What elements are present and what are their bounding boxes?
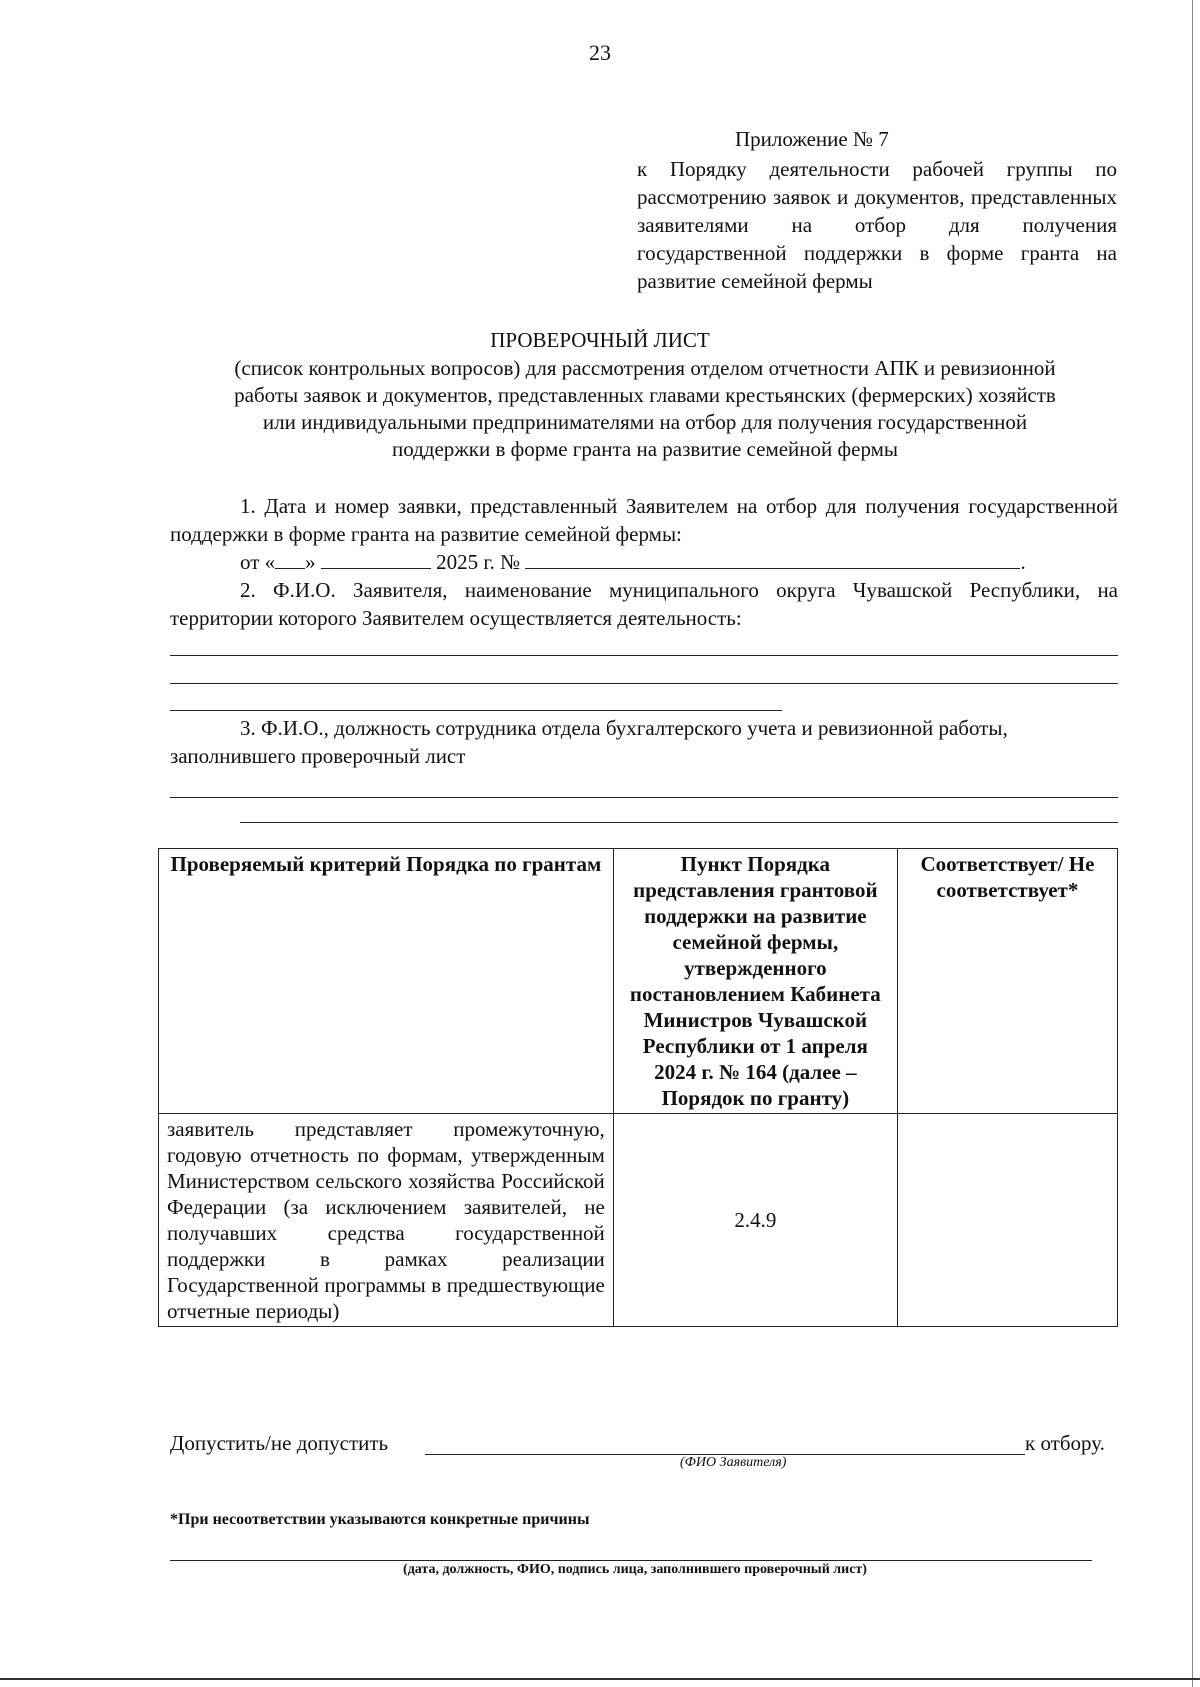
- application-number-field[interactable]: [525, 550, 1020, 569]
- section-3-text: 3. Ф.И.О., должность сотрудника отдела бухгалтерского учета и ревизионной работы, заполнившего проверочный лист: [170, 716, 1008, 768]
- table-header-row: [159, 849, 1118, 1114]
- section-1-date-line: [240, 548, 1026, 576]
- subtitle-line: поддержки в форме гранта на развитие семейной фермы: [391, 437, 899, 461]
- admission-end: к отбору.: [1025, 1431, 1105, 1455]
- header-criterion: Проверяемый критерий Порядка по грантам: [159, 849, 614, 1114]
- subtitle-line: (список контрольных вопросов) для рассмотрения отделом отчетности АПК и ревизионной: [234, 356, 1056, 380]
- month-field[interactable]: [321, 550, 431, 569]
- applicant-name-caption: (ФИО Заявителя): [680, 1455, 787, 1470]
- section-2-number: 2.: [240, 578, 256, 602]
- applicant-field-line-2[interactable]: [170, 683, 1118, 684]
- page-edge-right: [1192, 0, 1193, 1687]
- page-number: 23: [589, 40, 611, 65]
- date-mid: »: [305, 550, 316, 574]
- year-label: 2025 г. №: [436, 550, 521, 574]
- day-field[interactable]: [275, 550, 305, 569]
- appendix-text: к Порядку деятельности рабочей группы по рассмотрению заявок и документов, представленных заявителями на отбор для получения государственной поддержки в форме гранта на развитие семейной фермы: [637, 157, 1117, 293]
- applicant-field-line-1[interactable]: [170, 655, 1118, 656]
- date-end: .: [1020, 550, 1026, 574]
- point-cell: 2.4.9: [613, 1114, 897, 1327]
- compliance-cell[interactable]: [897, 1114, 1117, 1327]
- applicant-field-line-3[interactable]: [170, 710, 782, 711]
- table-row: [159, 1114, 1118, 1327]
- section-2-text: [170, 576, 1118, 632]
- document-title: ПРОВЕРОЧНЫЙ ЛИСТ: [490, 328, 710, 352]
- appendix-title: Приложение № 7: [735, 127, 889, 151]
- employee-field-line-2[interactable]: [240, 822, 1118, 823]
- section-2-body: Ф.И.О. Заявителя, наименование муниципального округа Чувашской Республики, на территории которого Заявителем осуществляется деятельность:: [170, 578, 1119, 630]
- date-prefix: от «: [240, 550, 276, 574]
- subtitle-line: или индивидуальными предпринимателями на отбор для получения государственной: [262, 410, 1028, 434]
- admission-label: Допустить/не допустить: [170, 1431, 389, 1455]
- footnote: *При несоответствии указываются конкретные причины: [170, 1511, 590, 1528]
- section-1-text: 1. Дата и номер заявки, представленный Заявителем на отбор для получения государственной поддержки в форме гранта на развитие семейной фермы:: [170, 494, 1118, 546]
- signature-caption: (дата, должность, ФИО, подпись лица, заполнившего проверочный лист): [403, 1562, 867, 1577]
- subtitle-line: работы заявок и документов, представленных главами крестьянских (фермерских) хозяйств: [234, 383, 1056, 407]
- header-compliance: Соответствует/ Не соответствует*: [897, 849, 1117, 1114]
- header-point: Пункт Порядка представления грантовой поддержки на развитие семейной фермы, утвержденного постановлением Кабинета Министров Чувашской Республики от 1 апреля 2024 г. № 164 (далее – Порядок по гранту): [613, 849, 897, 1114]
- document-subtitle: [165, 355, 1125, 463]
- page-edge-bottom: [0, 1678, 1200, 1680]
- signature-field[interactable]: [170, 1560, 1092, 1561]
- criteria-table: [158, 848, 1118, 1327]
- criterion-cell: заявитель представляет промежуточную, годовую отчетность по формам, утвержденным Министерством сельского хозяйства Российской Федерации (за исключением заявителей, не получавших средства государственной поддержки в рамках реализации Государственной программы в предшествующие отчетные периоды): [159, 1114, 614, 1327]
- employee-field-line-1[interactable]: [170, 797, 1118, 798]
